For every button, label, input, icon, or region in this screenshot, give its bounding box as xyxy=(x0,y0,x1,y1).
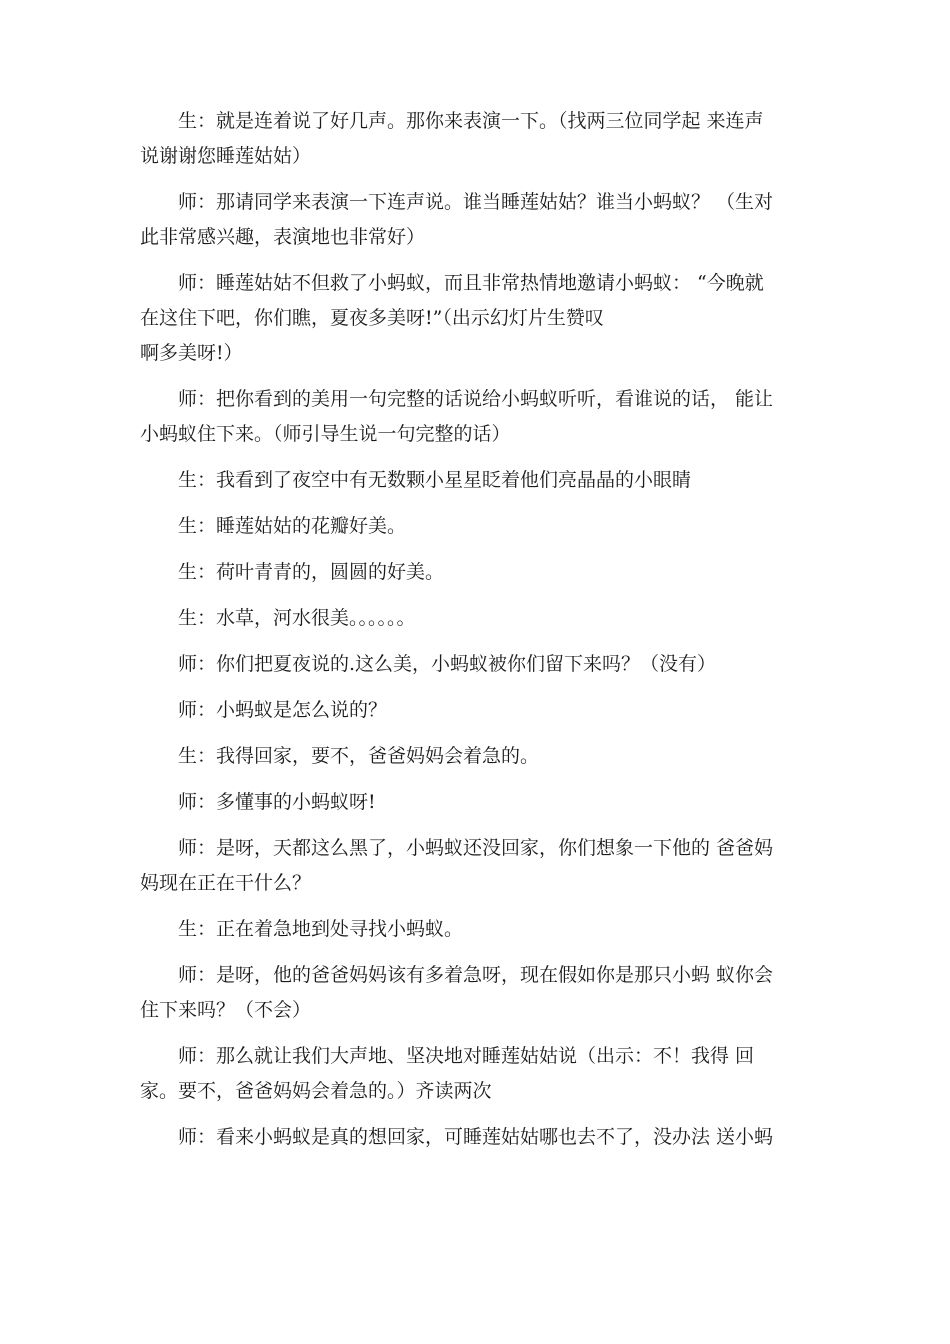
paragraph-line: 师：那么就让我们大声地、坚决地对睡莲姑姑说（出示：不！我得 回 xyxy=(178,1045,755,1067)
dialogue-paragraph xyxy=(140,647,824,682)
paragraph-line: 生：我得回家，要不，爸爸妈妈会着急的。 xyxy=(178,745,540,767)
paragraph-line: 师：多懂事的小蚂蚁呀! xyxy=(178,791,376,813)
paragraph-line: 师：是呀，天都这么黑了，小蚂蚁还没回家，你们想象一下他的 爸爸妈 xyxy=(178,837,774,859)
dialogue-paragraph xyxy=(140,831,824,901)
dialogue-paragraph xyxy=(140,463,824,498)
paragraph-line: 在这住下吧，你们瞧，夏夜多美呀!”（出示幻灯片生赞叹 xyxy=(140,307,604,329)
paragraph-line: 住下来吗？（不会） xyxy=(140,999,312,1021)
dialogue-paragraph xyxy=(140,958,824,1028)
paragraph-line: 师：小蚂蚁是怎么说的？ xyxy=(178,699,388,721)
dialogue-paragraph xyxy=(140,739,824,774)
paragraph-line: 生：荷叶青青的，圆圆的好美。 xyxy=(178,561,445,583)
paragraph-line: 生：正在着急地到处寻找小蚂蚁。 xyxy=(178,918,464,940)
dialogue-paragraph xyxy=(140,912,824,947)
dialogue-paragraph xyxy=(140,104,824,174)
paragraph-line: 师：睡莲姑姑不但救了小蚂蚁，而且非常热情地邀请小蚂蚁： “今晚就 xyxy=(178,272,764,294)
paragraph-line: 小蚂蚁住下来。（师引导生说一句完整的话） xyxy=(140,423,511,445)
paragraph-line: 家。要不，爸爸妈妈会着急的。）齐读两次 xyxy=(140,1080,492,1102)
paragraph-line: 师：你们把夏夜说的.这么美，小蚂蚁被你们留下来吗？（没有） xyxy=(178,653,717,675)
dialogue-paragraph xyxy=(140,1120,824,1155)
paragraph-line: 师：是呀，他的爸爸妈妈该有多着急呀，现在假如你是那只小蚂 蚁你会 xyxy=(178,964,774,986)
paragraph-line: 生：水草，河水很美。。。。。。 xyxy=(178,607,416,629)
dialogue-paragraph xyxy=(140,1039,824,1109)
paragraph-line: 生：我看到了夜空中有无数颗小星星眨着他们亮晶晶的小眼睛 xyxy=(178,469,692,491)
paragraph-line: 啊多美呀!） xyxy=(140,342,243,364)
document-page xyxy=(140,104,824,1166)
dialogue-paragraph xyxy=(140,509,824,544)
paragraph-line: 生：就是连着说了好几声。那你来表演一下。（找两三位同学起 来连声 xyxy=(178,110,764,132)
paragraph-line: 妈现在正在干什么？ xyxy=(140,872,312,894)
paragraph-line: 师：把你看到的美用一句完整的话说给小蚂蚁听听，看谁说的话， 能让 xyxy=(178,388,774,410)
paragraph-line: 此非常感兴趣，表演地也非常好） xyxy=(140,226,426,248)
paragraph-line: 师：那请同学来表演一下连声说。谁当睡莲姑姑？谁当小蚂蚁？ （生对 xyxy=(178,191,774,213)
dialogue-paragraph xyxy=(140,785,824,820)
dialogue-paragraph xyxy=(140,382,824,452)
dialogue-paragraph xyxy=(140,555,824,590)
dialogue-paragraph xyxy=(140,266,824,371)
dialogue-paragraph xyxy=(140,601,824,636)
dialogue-paragraph xyxy=(140,693,824,728)
paragraph-line: 师：看来小蚂蚁是真的想回家，可睡莲姑姑哪也去不了，没办法 送小蚂 xyxy=(178,1126,774,1148)
paragraph-line: 说谢谢您睡莲姑姑） xyxy=(140,145,312,167)
paragraph-line: 生：睡莲姑姑的花瓣好美。 xyxy=(178,515,407,537)
dialogue-paragraph xyxy=(140,185,824,255)
